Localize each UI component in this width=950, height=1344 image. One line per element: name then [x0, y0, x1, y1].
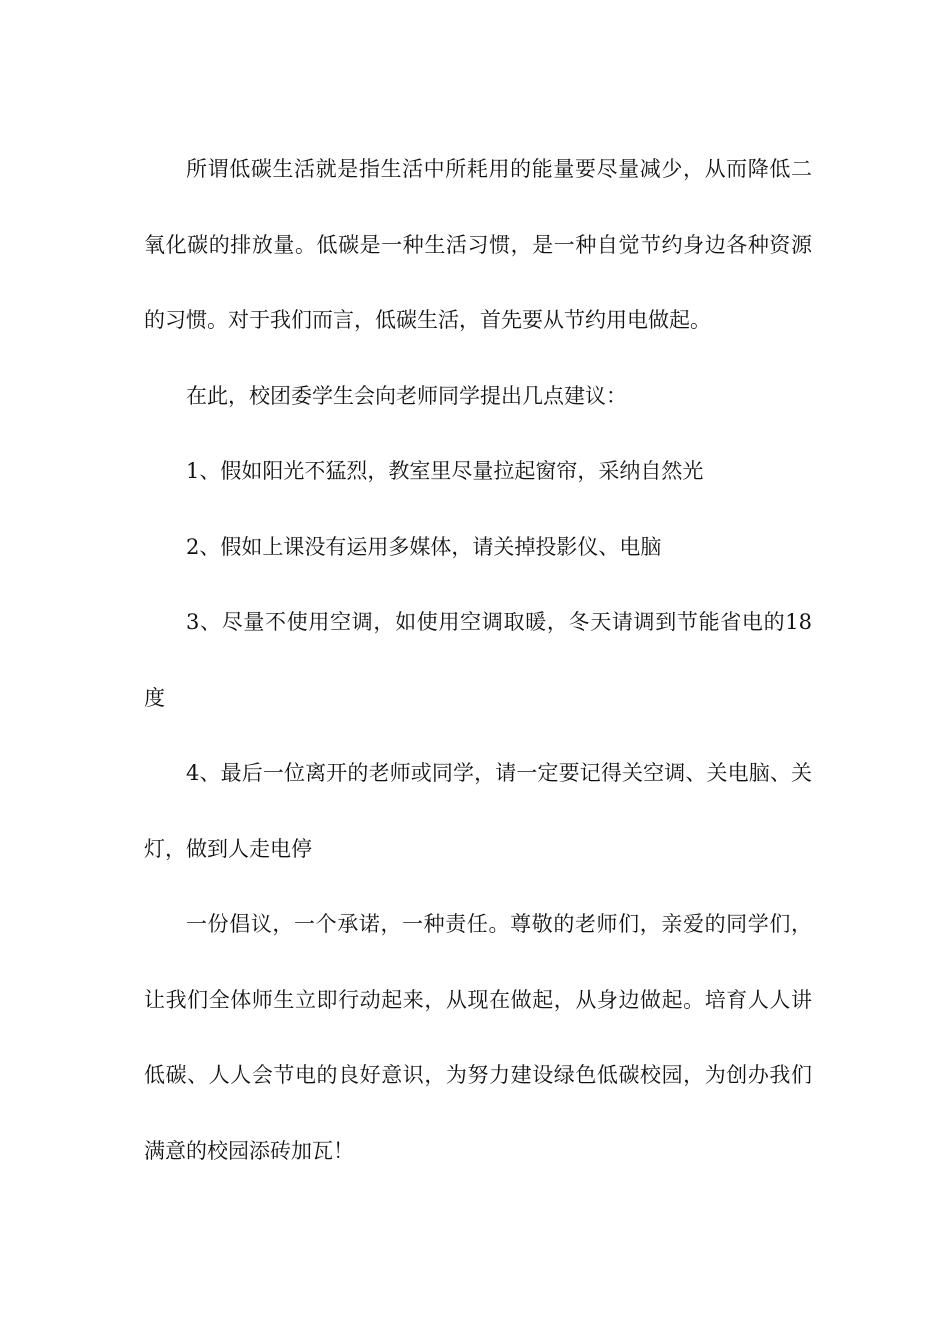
list-item-suggestion-2: 2、假如上课没有运用多媒体，请关掉投影仪、电脑 [186, 534, 662, 559]
list-item-suggestion-4: 4、最后一位离开的老师或同学，请一定要记得关空调、关电脑、关灯，做到人走电停 [144, 761, 812, 861]
list-item-suggestion-3: 3、尽量不使用空调，如使用空调取暖，冬天请调到节能省电的18度 [144, 610, 812, 710]
paragraph-proposal-lead: 在此，校团委学生会向老师同学提出几点建议： [186, 383, 627, 408]
list-item-suggestion-1: 1、假如阳光不猛烈，教室里尽量拉起窗帘，采纳自然光 [186, 459, 704, 483]
paragraph-intro: 所谓低碳生活就是指生活中所耗用的能量要尽量减少，从而降低二氧化碳的排放量。低碳是一种生活习惯，是一种自觉节约身边各种资源的习惯。对于我们而言，低碳生活，首先要从节约用电做起。 [144, 157, 812, 332]
paragraph-closing: 一份倡议，一个承诺，一种责任。尊敬的老师们，亲爱的同学们，让我们全体师生立即行动起来，从现在做起，从身边做起。培育人人讲低碳、人人会节电的良好意识，为努力建设绿色低碳校园，为创办我们满意的校园添砖加瓦！ [144, 912, 812, 1163]
document-body [144, 132, 812, 1189]
